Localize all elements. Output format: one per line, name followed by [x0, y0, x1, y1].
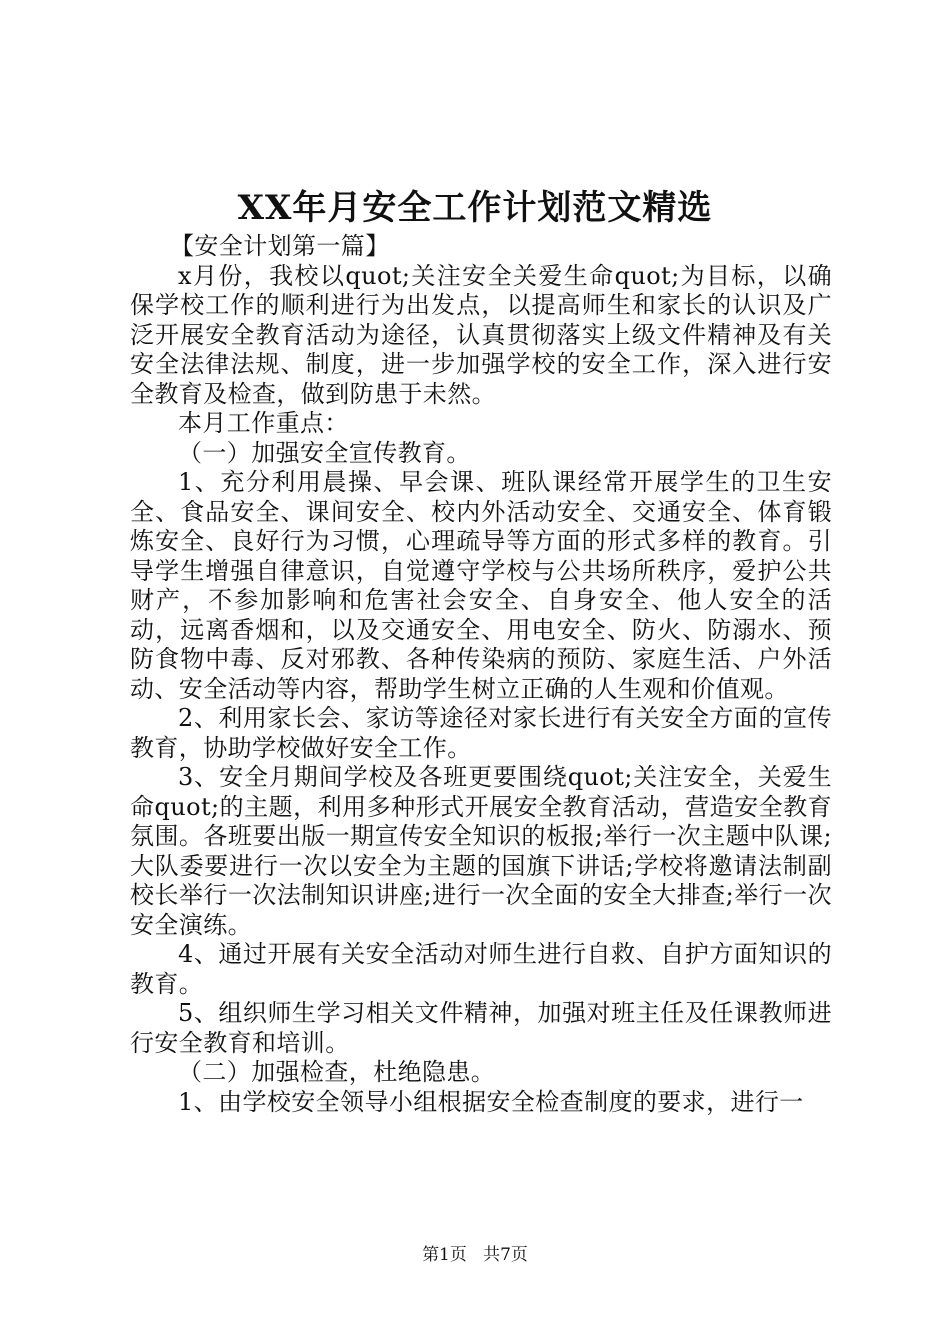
- page-total: 共7页: [483, 1245, 528, 1265]
- paragraph-item-4: 4、通过开展有关安全活动对师生进行自救、自护方面知识的教育。: [130, 940, 832, 998]
- document-title: XX年月安全工作计划范文精选: [237, 188, 713, 228]
- paragraph-intro: x月份，我校以quot;关注安全关爱生命quot;为目标，以确保学校工作的顺利进行为出发点，以提高师生和家长的认识及广泛开展安全教育活动为途径，认真贯彻落实上级文件精神及有关安全法律法规、制度，进一步加强学校的安全工作，深入进行安全教育及检查，做到防患于未然。: [130, 261, 832, 408]
- section-heading: 【安全计划第一篇】: [170, 232, 390, 260]
- subsection-heading-2: （二）加强检查，杜绝隐患。: [178, 1058, 496, 1086]
- paragraph-focus-heading: 本月工作重点：: [178, 409, 349, 437]
- paragraph-item-3: 3、安全月期间学校及各班更要围绕quot;关注安全，关爱生命quot;的主题，利用多种形式开展安全教育活动，营造安全教育氛围。各班要出版一期宣传安全知识的板报;举行一次主题中队课;大队委要进行一次以安全为主题的国旗下讲话;学校将邀请法制副校长举行一次法制知识讲座;进行一次全面的安全大排查;举行一次安全演练。: [130, 763, 832, 939]
- subsection-heading-1: （一）加强安全宣传教育。: [178, 438, 471, 467]
- page-number: 第1页: [422, 1245, 467, 1265]
- paragraph-item-2: 2、利用家长会、家访等途径对家长进行有关安全方面的宣传教育，协助学校做好安全工作。: [130, 704, 832, 762]
- page-footer: [0, 1243, 950, 1267]
- paragraph-item-5: 5、组织师生学习相关文件精神，加强对班主任及任课教师进行安全教育和培训。: [130, 999, 832, 1057]
- paragraph-item-1: 1、充分利用晨操、早会课、班队课经常开展学生的卫生安全、食品安全、课间安全、校内外活动安全、交通安全、体育锻炼安全、良好行为习惯，心理疏导等方面的形式多样的教育。引导学生增强自律意识，自觉遵守学校与公共场所秩序，爱护公共财产，不参加影响和危害社会安全、自身安全、他人安全的活动，远离香烟和，以及交通安全、用电安全、防火、防溺水、预防食物中毒、反对邪教、各种传染病的预防、家庭生活、户外活动、安全活动等内容，帮助学生树立正确的人生观和价值观。: [130, 468, 832, 703]
- paragraph-item-6: 1、由学校安全领导小组根据安全检查制度的要求，进行一: [178, 1087, 804, 1116]
- document-body: [130, 232, 832, 1117]
- page-footer-spacer: [472, 1245, 477, 1265]
